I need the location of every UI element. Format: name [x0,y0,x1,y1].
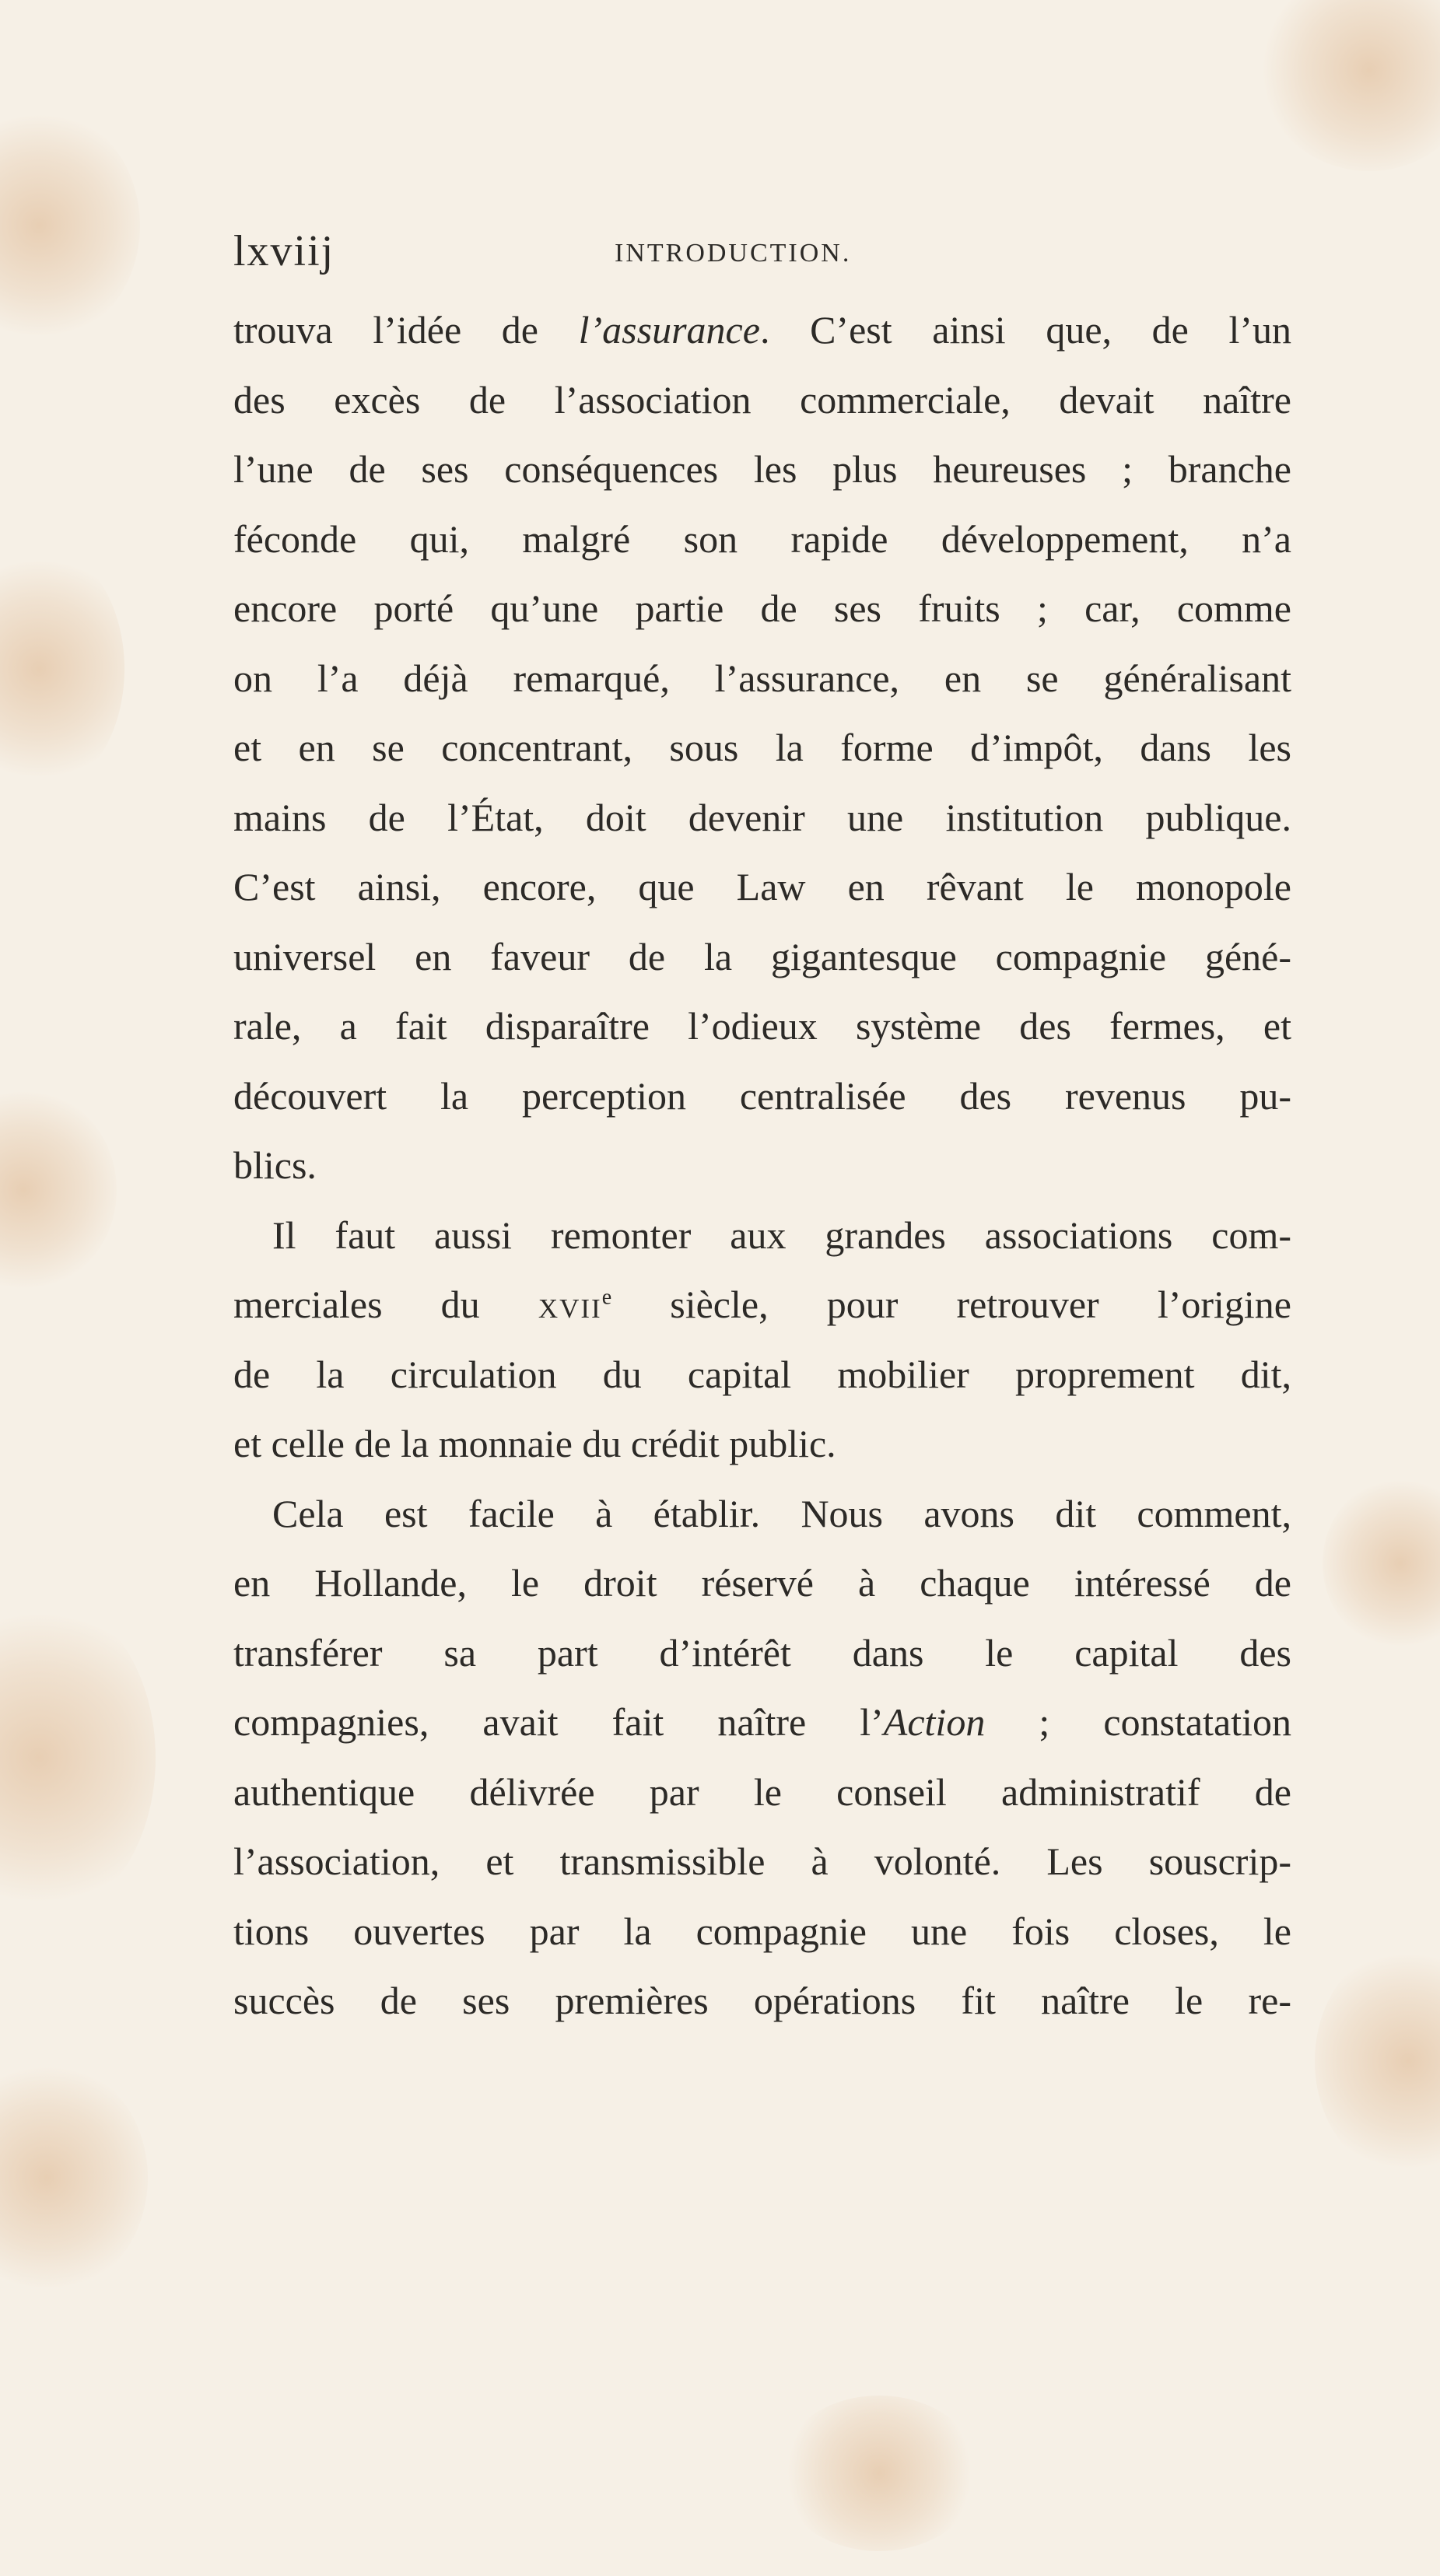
text-line: encore porté qu’une partie de ses fruits ; car, comme [233,586,1291,630]
running-title: INTRODUCTION. [615,239,852,268]
italic-term: l’assurance [578,308,760,352]
text-line: merciales du xvii$^e$ siècle, pour retrouver l’origine [233,1283,1291,1326]
text-line: succès de ses premières opérations fit naître le re- [233,1979,1291,2022]
foxing-stain [0,2061,148,2294]
paragraph [233,296,1291,1201]
italic-term: Action [883,1700,986,1744]
text-line: rale, a fait disparaître l’odieux système des fermes, et [233,1004,1291,1048]
text-line: l’une de ses conséquences les plus heureuses ; branche [233,447,1291,491]
text-line: de la circulation du capital mobilier proprement dit, [233,1352,1291,1396]
text-line: l’association, et transmissible à volonté. Les souscrip- [233,1839,1291,1883]
text-line: des excès de l’association commerciale, devait naître [233,377,1291,422]
text-line: on l’a déjà remarqué, l’assurance, en se généralisant [233,656,1291,700]
text-line: transférer sa part d’intérêt dans le capital des [233,1630,1291,1675]
foxing-stain [0,544,124,793]
body-text [233,296,1291,2036]
text-line: féconde qui, malgré son rapide développement, n’a [233,516,1291,561]
text-line: universel en faveur de la gigantesque compagnie géné- [233,934,1291,978]
text-line: trouva l’idée de l’assurance. C’est ainsi que, de l’un [233,308,1291,352]
century-numeral: xvii [538,1283,602,1326]
foxing-stain [778,2396,980,2551]
text-line: C’est ainsi, encore, que Law en rêvant le monopole [233,865,1291,908]
text-line: en Hollande, le droit réservé à chaque intéressé de [233,1561,1291,1605]
superscript: e [601,1285,612,1310]
page-number: lxviij [233,227,335,275]
text-line: mains de l’État, doit devenir une institution publique. [233,795,1291,839]
foxing-stain [1323,1478,1440,1649]
paragraph [233,1201,1291,1479]
text-line: découvert la perception centralisée des revenus pu- [233,1073,1291,1118]
text-line: et celle de la monnaie du crédit public. [233,1422,836,1465]
text-line: compagnies, avait fait naître l’Action ; constatation [233,1700,1291,1744]
foxing-stain [1260,0,1440,171]
text-line: Cela est facile à établir. Nous avons dit comment, [272,1491,1291,1535]
foxing-stain [0,109,140,342]
paragraph [233,1479,1291,2036]
text-line: Il faut aussi remonter aux grandes associations com- [272,1213,1291,1257]
foxing-stain [0,1089,117,1291]
text-line: tions ouvertes par la compagnie une fois closes, le [233,1909,1291,1953]
text-line: blics. [233,1143,317,1187]
foxing-stain [0,1594,156,1921]
foxing-stain [1315,1944,1440,2178]
text-line: authentique délivrée par le conseil administratif de [233,1769,1291,1814]
text-line: et en se concentrant, sous la forme d’impôt, dans les [233,726,1291,769]
page-header [233,224,1291,278]
